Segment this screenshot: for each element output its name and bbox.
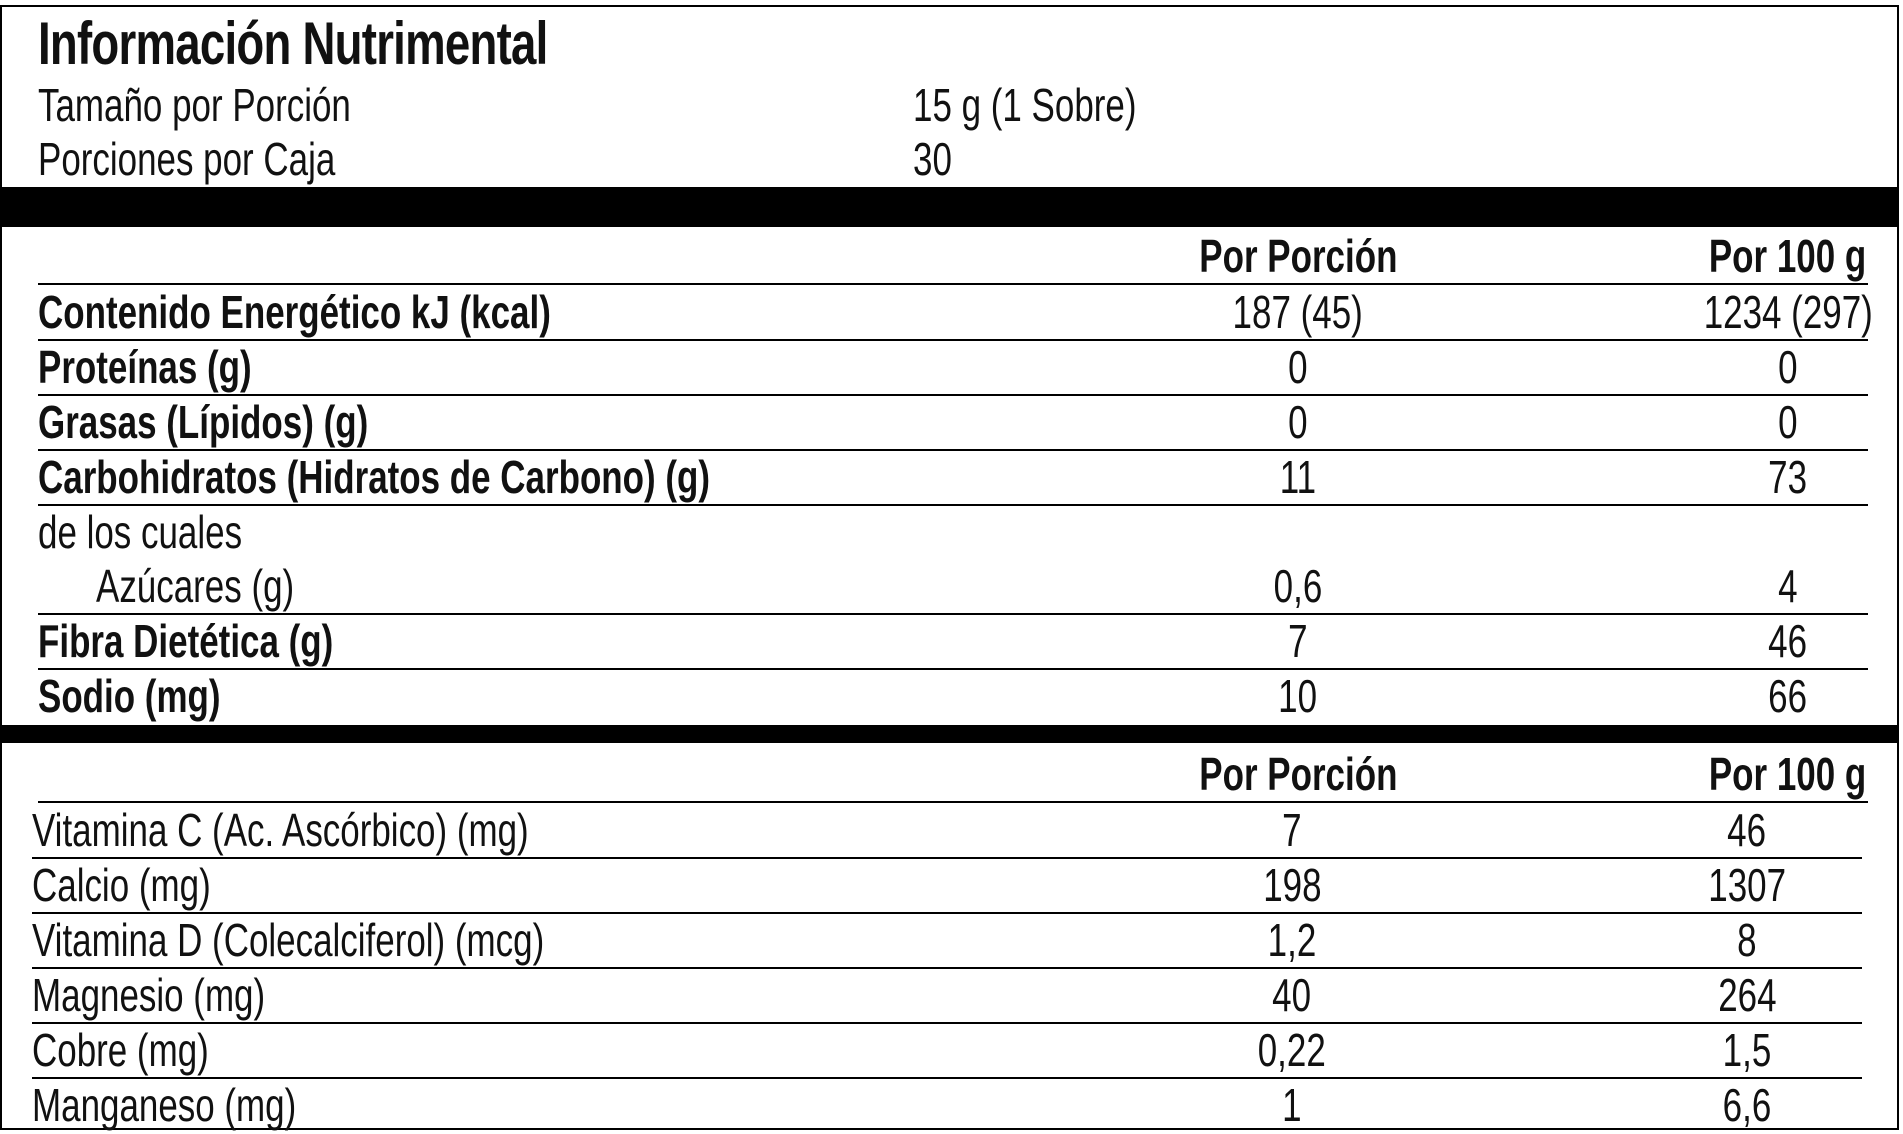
table-row bbox=[38, 285, 1873, 341]
table-row bbox=[32, 1023, 1862, 1079]
nutrient-name: Fibra Dietética (g) bbox=[38, 615, 334, 667]
micronutrient-per-100g: 1307 bbox=[1708, 859, 1786, 911]
micronutrient-name: Vitamina C (Ac. Ascórbico) (mg) bbox=[32, 804, 529, 856]
nutrient-per-serving: 0,6 bbox=[1273, 560, 1323, 612]
micronutrient-per-100g: 46 bbox=[1727, 804, 1767, 856]
micronutrient-per-100g: 6,6 bbox=[1722, 1079, 1772, 1131]
servings-per-box-value: 30 bbox=[913, 133, 952, 185]
table-row bbox=[32, 858, 1862, 914]
table-row bbox=[32, 1078, 1862, 1132]
servings-per-box-label: Porciones por Caja bbox=[38, 133, 336, 185]
nutrient-name: Azúcares (g) bbox=[96, 560, 295, 612]
thick-divider bbox=[2, 725, 1897, 743]
micronutrient-per-serving: 7 bbox=[1282, 804, 1302, 856]
table-row bbox=[38, 669, 1868, 723]
nutrient-name: Contenido Energético kJ (kcal) bbox=[38, 286, 551, 338]
table-row bbox=[38, 559, 1868, 615]
nutrient-per-100g: 4 bbox=[1778, 560, 1798, 612]
nutrition-facts-panel bbox=[0, 5, 1899, 1130]
nutrient-name: Sodio (mg) bbox=[38, 670, 221, 722]
micronutrient-name: Cobre (mg) bbox=[32, 1024, 209, 1076]
micronutrients-header-row bbox=[38, 747, 1868, 803]
nutrient-per-serving: 10 bbox=[1278, 670, 1318, 722]
per-100g-header: Por 100 g bbox=[1709, 230, 1867, 282]
per-serving-header: Por Porción bbox=[1198, 748, 1398, 800]
nutrient-name: Grasas (Lípidos) (g) bbox=[38, 396, 369, 448]
servings-per-box-row bbox=[38, 131, 952, 187]
micronutrient-name: Calcio (mg) bbox=[32, 859, 211, 911]
nutrient-per-serving: 11 bbox=[1279, 451, 1317, 503]
table-row bbox=[38, 614, 1868, 670]
serving-size-label: Tamaño por Porción bbox=[38, 79, 351, 131]
nutrient-per-100g: 0 bbox=[1778, 396, 1798, 448]
micronutrient-per-100g: 264 bbox=[1717, 969, 1777, 1021]
table-row bbox=[32, 968, 1862, 1024]
micronutrient-per-serving: 198 bbox=[1262, 859, 1322, 911]
nutrient-per-100g: 0 bbox=[1778, 341, 1798, 393]
micronutrient-per-100g: 1,5 bbox=[1722, 1024, 1772, 1076]
nutrient-per-serving: 187 (45) bbox=[1232, 286, 1364, 338]
nutrient-per-serving: 7 bbox=[1288, 615, 1308, 667]
micronutrient-per-serving: 1 bbox=[1282, 1079, 1302, 1131]
table-row bbox=[32, 803, 1862, 859]
micronutrient-per-serving: 0,22 bbox=[1257, 1024, 1327, 1076]
nutrient-name: Carbohidratos (Hidratos de Carbono) (g) bbox=[38, 451, 711, 503]
serving-size-value: 15 g (1 Sobre) bbox=[913, 79, 1137, 131]
table-row bbox=[38, 340, 1868, 396]
table-row bbox=[38, 450, 1868, 506]
micronutrient-name: Manganeso (mg) bbox=[32, 1079, 297, 1131]
nutrient-subheading: de los cuales bbox=[38, 506, 243, 558]
micronutrient-name: Magnesio (mg) bbox=[32, 969, 266, 1021]
nutrients-header-row bbox=[38, 229, 1868, 285]
thick-divider bbox=[2, 187, 1897, 227]
nutrient-per-100g: 73 bbox=[1768, 451, 1808, 503]
table-row bbox=[38, 505, 1868, 559]
serving-size-row bbox=[38, 77, 1137, 133]
per-serving-header: Por Porción bbox=[1198, 230, 1398, 282]
nutrient-per-100g: 46 bbox=[1768, 615, 1808, 667]
nutrient-per-100g: 66 bbox=[1768, 670, 1808, 722]
panel-title: Información Nutrimental bbox=[38, 10, 548, 77]
micronutrient-name: Vitamina D (Colecalciferol) (mcg) bbox=[32, 914, 545, 966]
nutrient-name: Proteínas (g) bbox=[38, 341, 252, 393]
per-100g-header: Por 100 g bbox=[1709, 748, 1867, 800]
nutrient-per-serving: 0 bbox=[1288, 396, 1308, 448]
micronutrient-per-serving: 1,2 bbox=[1267, 914, 1317, 966]
micronutrient-per-100g: 8 bbox=[1737, 914, 1757, 966]
table-row bbox=[38, 395, 1868, 451]
micronutrient-per-serving: 40 bbox=[1272, 969, 1312, 1021]
nutrient-per-serving: 0 bbox=[1288, 341, 1308, 393]
table-row bbox=[32, 913, 1862, 969]
nutrient-per-100g: 1234 (297) bbox=[1703, 286, 1873, 338]
